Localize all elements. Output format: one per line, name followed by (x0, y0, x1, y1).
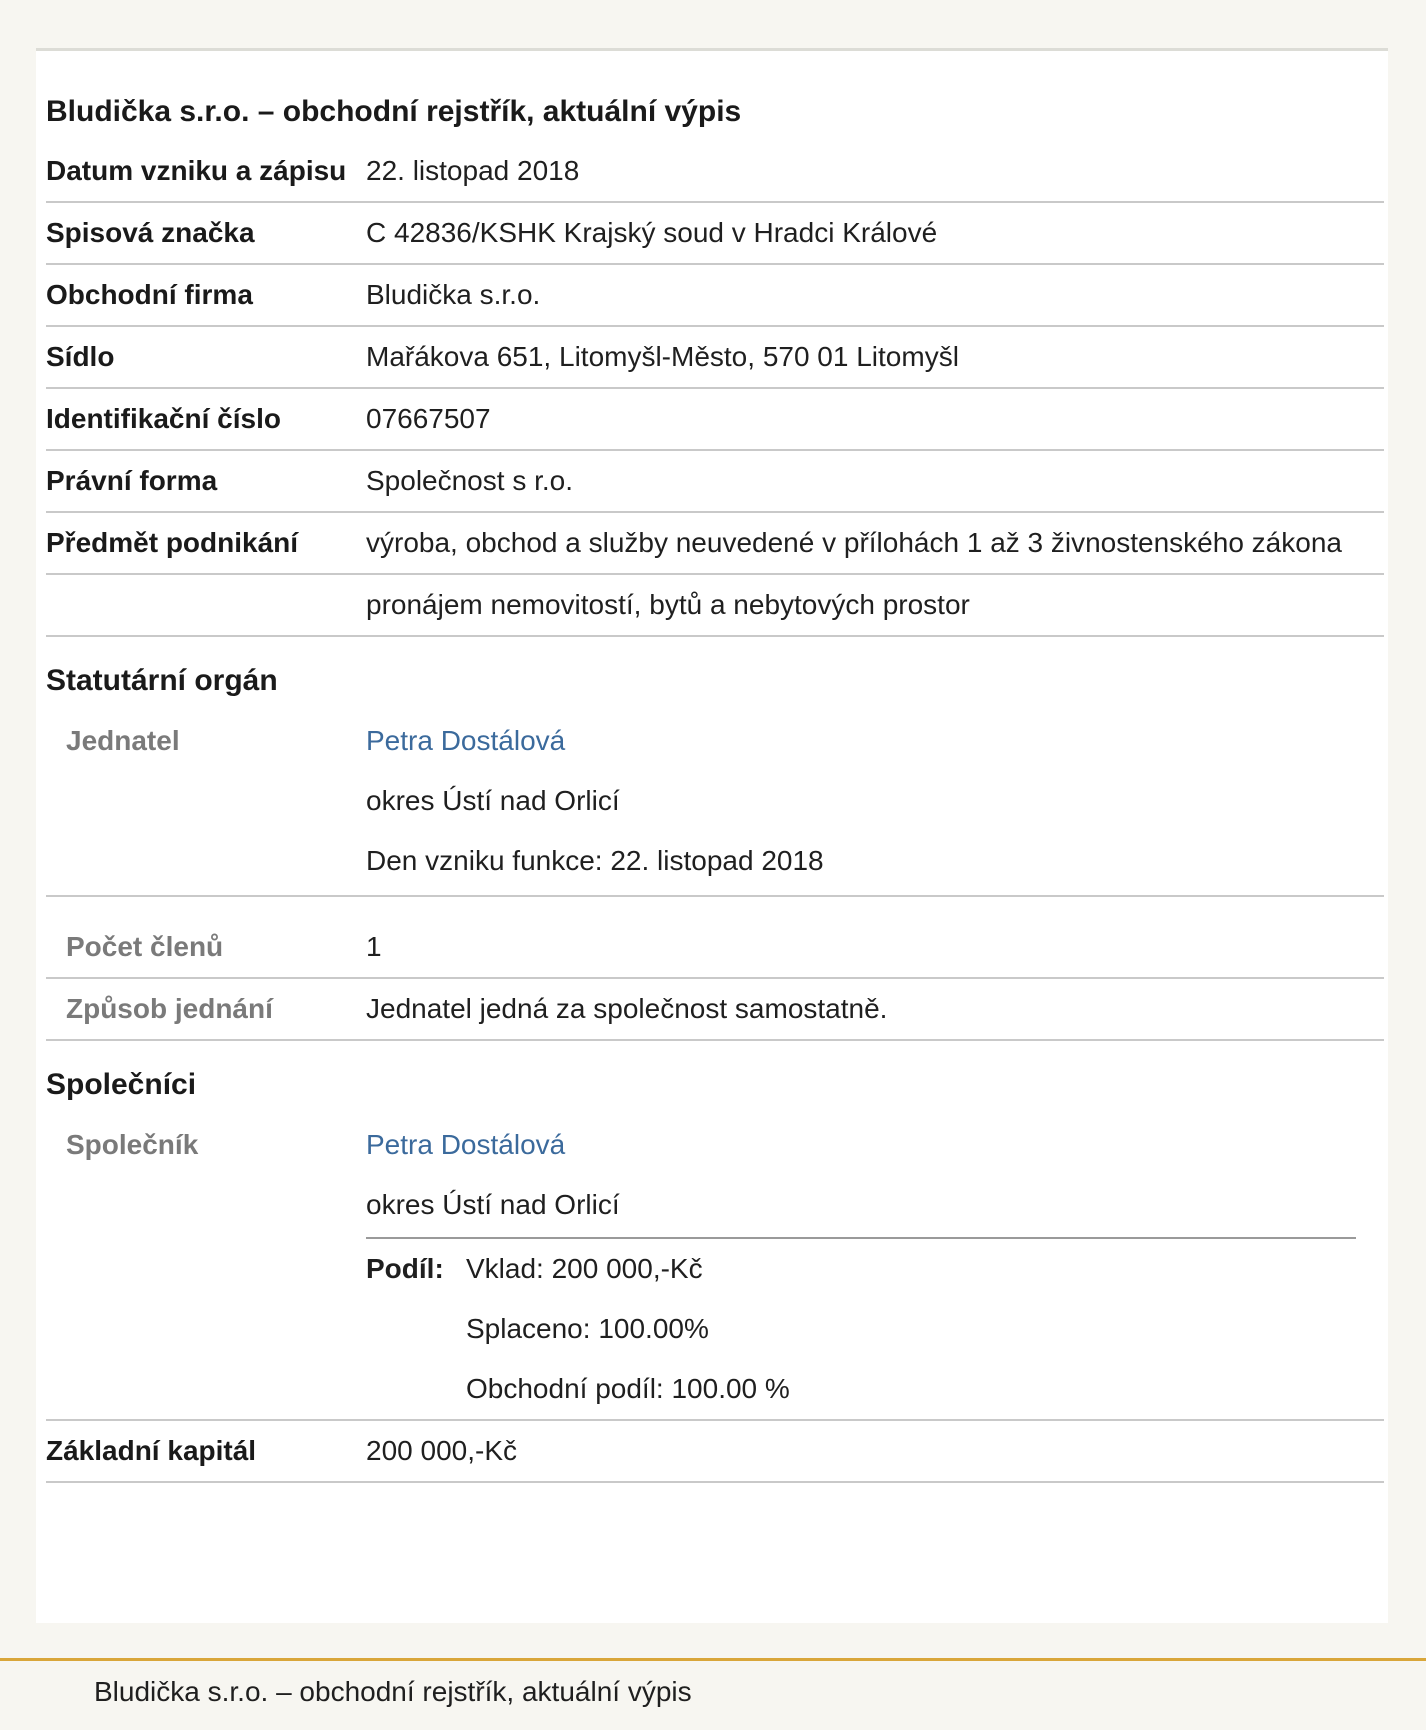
row-spisova-znacka (46, 203, 1384, 265)
row-jednatel (46, 711, 1384, 897)
label-zpusob-jednani: Způsob jednání (66, 993, 273, 1024)
value-zakladni-kapital: 200 000,-Kč (366, 1435, 517, 1466)
value-spisova-znacka: C 42836/KSHK Krajský soud v Hradci Králové (366, 217, 938, 248)
spolecnik-okres: okres Ústí nad Orlicí (366, 1189, 620, 1220)
label-pravni-forma: Právní forma (46, 465, 218, 496)
register-extract-card (36, 51, 1388, 1623)
jednatel-okres: okres Ústí nad Orlicí (366, 785, 620, 816)
label-zakladni-kapital: Základní kapitál (46, 1435, 257, 1466)
value-pravni-forma: Společnost s r.o. (366, 465, 574, 496)
section-spolecnici: Společníci (46, 1068, 197, 1101)
label-ico: Identifikační číslo (46, 403, 281, 434)
podil-values (466, 1239, 1356, 1419)
label-spisova-znacka: Spisová značka (46, 217, 255, 248)
row-zpusob-jednani (46, 979, 1384, 1041)
row-datum (46, 141, 1384, 203)
label-obchodni-firma: Obchodní firma (46, 279, 253, 310)
jednatel-den-vzniku: Den vzniku funkce: 22. listopad 2018 (366, 845, 824, 876)
value-jednatel (366, 711, 1384, 891)
footer-divider (0, 1658, 1426, 1661)
podil-splaceno: Splaceno: 100.00% (466, 1313, 709, 1344)
row-obchodni-firma (46, 265, 1384, 327)
label-sidlo: Sídlo (46, 341, 115, 372)
label-datum-text: Datum vzniku a zápisu (46, 155, 347, 186)
row-pravni-forma (46, 451, 1384, 513)
row-predmet-podnikani (46, 513, 1384, 575)
row-sidlo (46, 327, 1384, 389)
podil-obchodni-podil: Obchodní podíl: 100.00 % (466, 1373, 790, 1404)
page-title: Bludička s.r.o. – obchodní rejstřík, aktuální výpis (46, 95, 742, 128)
value-datum: 22. listopad 2018 (366, 155, 580, 186)
value-sidlo: Mařákova 651, Litomyšl-Město, 570 01 Litomyšl (366, 341, 959, 372)
value-pocet-clenu: 1 (366, 931, 382, 962)
value-ico: 07667507 (366, 403, 491, 434)
label-jednatel: Jednatel (66, 725, 180, 756)
label-empty (46, 575, 366, 635)
value-obchodni-firma: Bludička s.r.o. (366, 279, 541, 310)
label-predmet-podnikani: Předmět podnikání (46, 527, 299, 558)
register-extract-content (46, 91, 1384, 1483)
label-pocet-clenu: Počet členů (66, 931, 224, 962)
jednatel-name-link[interactable]: Petra Dostálová (366, 725, 566, 756)
spolecnik-name-link[interactable]: Petra Dostálová (366, 1129, 566, 1160)
value-spolecnik (366, 1115, 1384, 1419)
row-ico (46, 389, 1384, 451)
value-predmet-podnikani-2: pronájem nemovitostí, bytů a nebytových prostor (366, 589, 970, 620)
label-spolecnik: Společník (66, 1129, 199, 1160)
label-datum (46, 141, 366, 201)
row-predmet-podnikani-2 (46, 575, 1384, 637)
row-pocet-clenu (46, 897, 1384, 979)
section-statutarni-organ: Statutární orgán (46, 664, 278, 697)
footer-title: Bludička s.r.o. – obchodní rejstřík, aktuální výpis (94, 1676, 692, 1707)
value-zpusob-jednani: Jednatel jedná za společnost samostatně. (366, 993, 888, 1024)
row-zakladni-kapital (46, 1421, 1384, 1483)
value-predmet-podnikani-1: výroba, obchod a služby neuvedené v přílohách 1 až 3 živnostenského zákona (366, 527, 1342, 558)
row-spolecnik (46, 1115, 1384, 1421)
podil-label: Podíl: (366, 1253, 444, 1284)
podil-vklad: Vklad: 200 000,-Kč (466, 1253, 703, 1284)
spolecnik-podil (366, 1237, 1356, 1419)
